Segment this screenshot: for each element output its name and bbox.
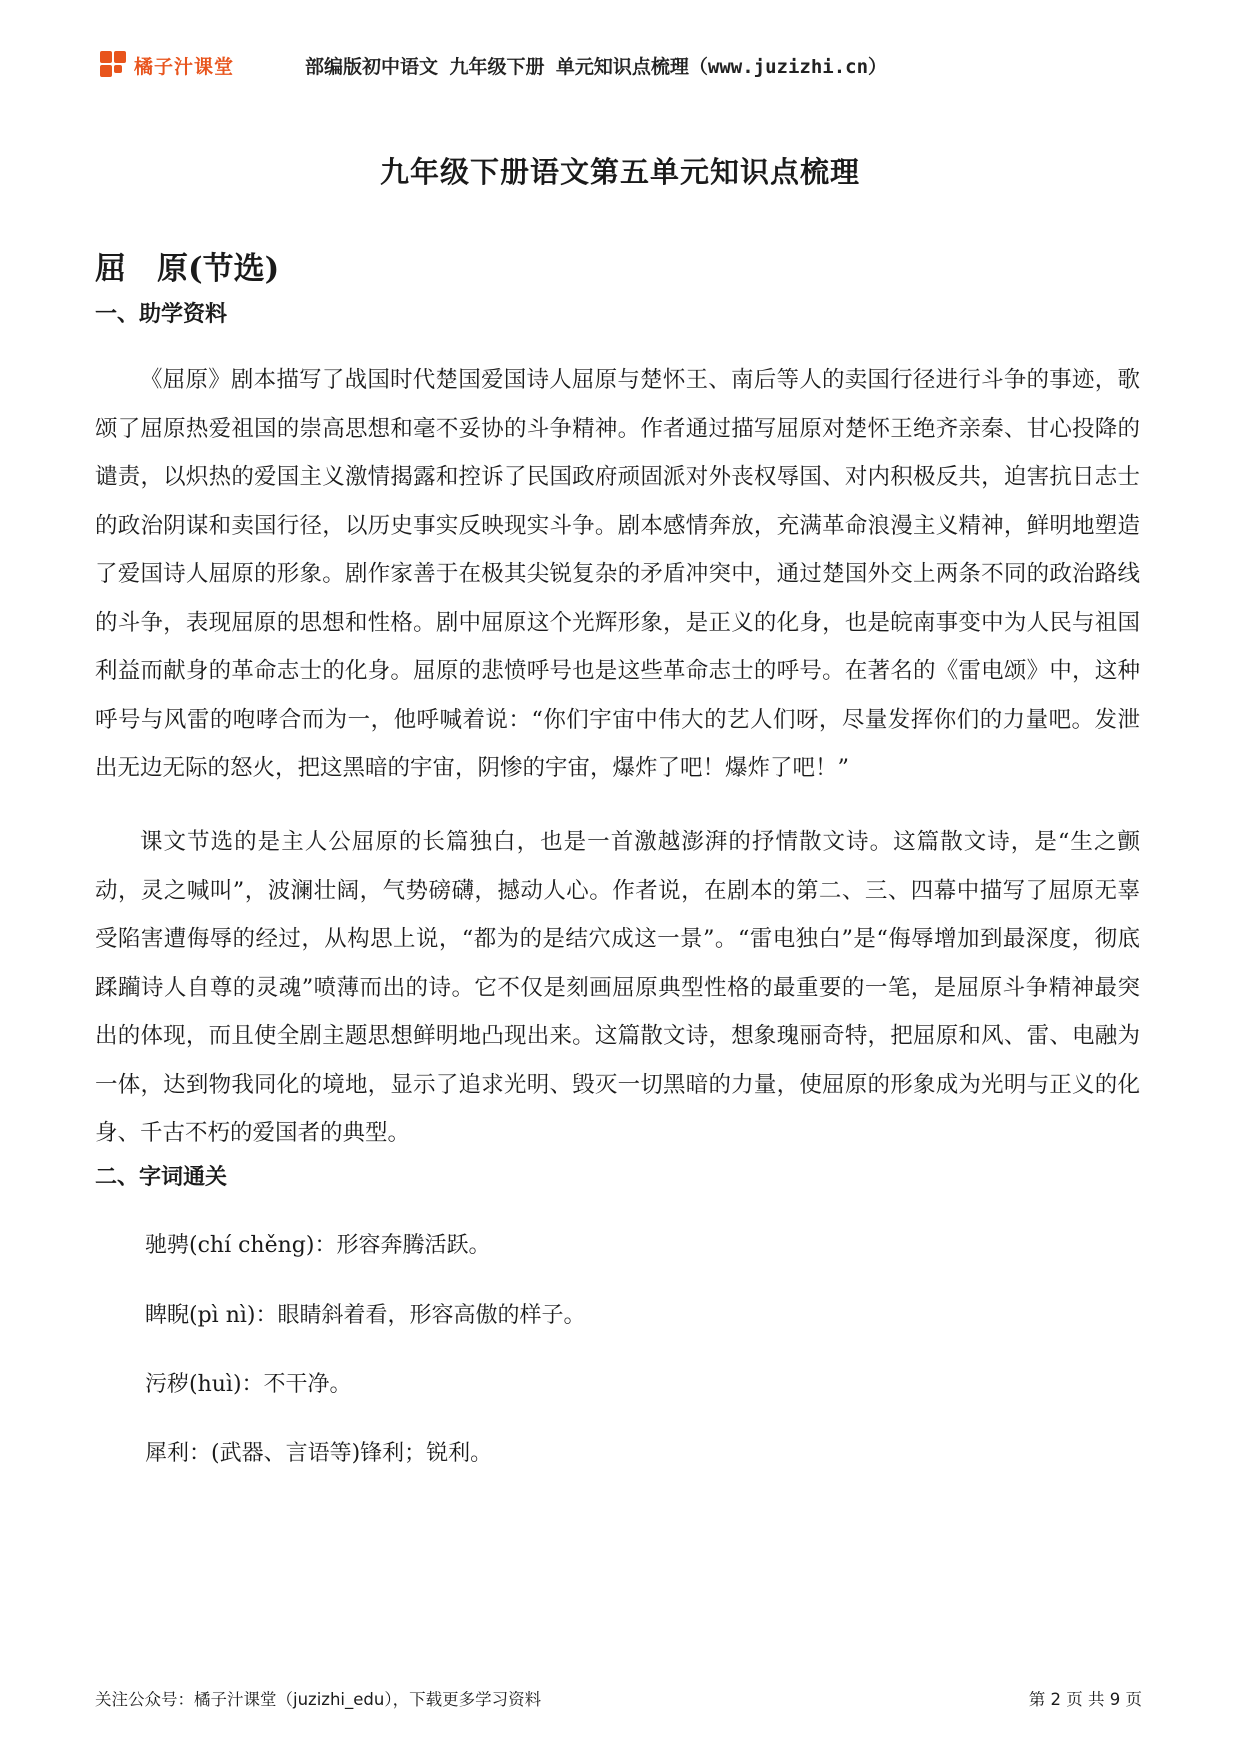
brand-logo (100, 50, 234, 80)
document-title: 九年级下册语文第五单元知识点梳理 (379, 155, 860, 189)
footer-follow-note: 关注公众号：橘子汁课堂（juzizhi_edu），下载更多学习资料 (95, 1690, 542, 1709)
header-title: 部编版初中语文 九年级下册 单元知识点梳理（www.juzizhi.cn） (305, 56, 888, 78)
page-header (100, 44, 1140, 84)
section-heading-study-materials: 一、助学资料 (95, 302, 228, 327)
vocab-item: 驰骋(chí chěng)：形容奔腾活跃。 (145, 1233, 491, 1258)
logo-text: 橘子汁课堂 (134, 55, 235, 78)
paragraph-2: 课文节选的是主人公屈原的长篇独白，也是一首激越澎湃的抒情散文诗。这篇散文诗，是“生之颤动，灵之喊叫”，波澜壮阔，气势磅礴，撼动人心。作者说，在剧本的第二、三、四幕中描写了屈原无辜受陷害遭侮辱的经过，从构思上说，“都为的是结穴成这一景”。“雷电独白”是“侮辱增加到最深度，彻底蹂躏诗人自尊的灵魂”喷薄而出的诗。它不仅是刻画屈原典型性格的最重要的一笔，是屈原斗争精神最突出的体现，而且使全剧主题思想鲜明地凸现出来。这篇散文诗，想象瑰丽奇特，把屈原和风、雷、电融为一体，达到物我同化的境地，显示了追求光明、毁灭一切黑暗的力量，使屈原的形象成为光明与正义的化身、千古不朽的爱国者的典型。 (95, 829, 1140, 1146)
section-heading-vocabulary: 二、字词通关 (95, 1165, 228, 1190)
vocab-item: 污秽(huì)：不干净。 (145, 1372, 352, 1397)
logo-icon (100, 51, 128, 79)
paragraph-1: 《屈原》剧本描写了战国时代楚国爱国诗人屈原与楚怀王、南后等人的卖国行径进行斗争的事迹，歌颂了屈原热爱祖国的崇高思想和毫不妥协的斗争精神。作者通过描写屈原对楚怀王绝齐亲秦、甘心投降的谴责，以炽热的爱国主义激情揭露和控诉了民国政府顽固派对外丧权辱国、对内积极反共，迫害抗日志士的政治阴谋和卖国行径，以历史事实反映现实斗争。剧本感情奔放，充满革命浪漫主义精神，鲜明地塑造了爱国诗人屈原的形象。剧作家善于在极其尖锐复杂的矛盾冲突中，通过楚国外交上两条不同的政治路线的斗争，表现屈原的思想和性格。剧中屈原这个光辉形象，是正义的化身，也是皖南事变中为人民与祖国利益而献身的革命志士的化身。屈原的悲愤呼号也是这些革命志士的呼号。在著名的《雷电颂》中，这种呼号与风雷的咆哮合而为一，他呼喊着说：“你们宇宙中伟大的艺人们呀，尽量发挥你们的力量吧。发泄出无边无际的怒火，把这黑暗的宇宙，阴惨的宇宙，爆炸了吧！爆炸了吧！” (95, 367, 1140, 781)
vocab-item: 犀利：(武器、言语等)锋利；锐利。 (145, 1441, 493, 1466)
page-number: 第 2 页 共 9 页 (1028, 1690, 1142, 1709)
lesson-title: 屈 原(节选) (95, 251, 280, 287)
vocab-item: 睥睨(pì nì)：眼睛斜着看，形容高傲的样子。 (145, 1303, 586, 1328)
